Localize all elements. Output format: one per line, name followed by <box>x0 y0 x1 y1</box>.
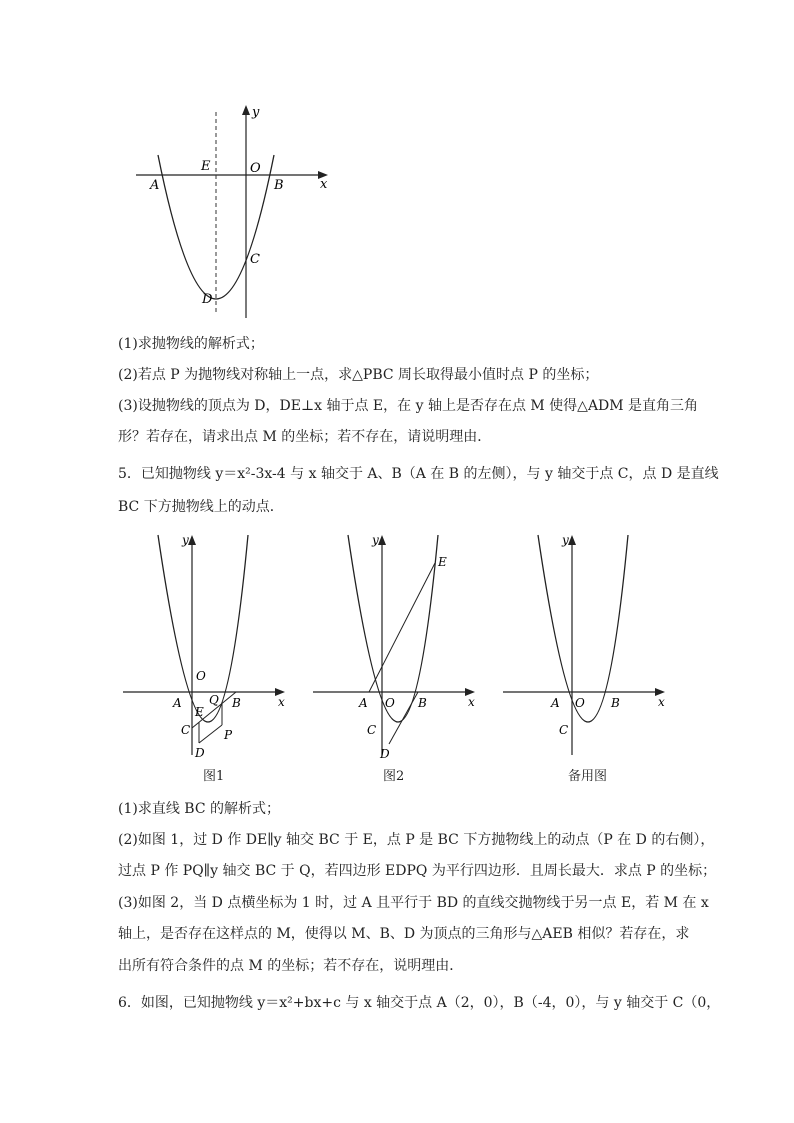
p5-intro-line1: 5．已知抛物线 y＝x²-3x-4 与 x 轴交于 A、B（A 在 B 的左侧），与 y 轴交于点 C，点 D 是直线 <box>118 466 719 482</box>
label-x: x <box>658 695 665 709</box>
label-B: B <box>232 696 241 710</box>
label-B: B <box>274 178 284 193</box>
label-y: y <box>562 533 569 547</box>
figure-2 <box>308 530 483 762</box>
label-x: x <box>320 177 328 192</box>
label-E: E <box>438 555 447 569</box>
label-C: C <box>250 252 260 267</box>
label-B: B <box>418 696 427 710</box>
label-A: A <box>551 696 560 710</box>
label-C: C <box>559 723 569 737</box>
parabola-figure-top <box>128 100 338 325</box>
label-O: O <box>385 696 395 710</box>
p5-q3-line3: 出所有符合条件的点 M 的坐标；若不存在，说明理由． <box>118 958 464 974</box>
label-E: E <box>201 159 211 174</box>
label-A: A <box>359 696 368 710</box>
y-axis-arrow <box>242 105 250 115</box>
figure-2-caption: 图2 <box>383 769 405 784</box>
label-y: y <box>372 533 379 547</box>
label-y: y <box>182 533 189 547</box>
p5-q2-line1: (2)如图 1，过 D 作 DE∥y 轴交 BC 于 E，点 P 是 BC 下方抛物线上的动点（P 在 D 的右侧）， <box>118 832 715 848</box>
p4-q1: (1)求抛物线的解析式； <box>118 336 264 352</box>
p4-q3-line1: (3)设抛物线的顶点为 D，DE⊥x 轴于点 E，在 y 轴上是否存在点 M 使得△ADM 是直角三角 <box>118 398 699 414</box>
y-axis-arrow <box>188 535 196 545</box>
label-A: A <box>173 696 182 710</box>
figure-spare <box>498 530 673 762</box>
label-Q: Q <box>209 693 219 707</box>
figure-1 <box>118 530 293 762</box>
label-O: O <box>575 696 585 710</box>
label-A: A <box>150 178 160 193</box>
label-P: P <box>224 728 233 742</box>
label-O: O <box>250 161 261 176</box>
label-C: C <box>181 723 191 737</box>
label-D: D <box>380 747 390 761</box>
p5-q1: (1)求直线 BC 的解析式； <box>118 801 280 817</box>
y-axis-arrow <box>378 535 386 545</box>
p6-intro: 6．如图，已知抛物线 y＝x²+bx+c 与 x 轴交于点 A（2，0），B（-4，0），与 y 轴交于 C（0， <box>118 995 721 1011</box>
y-axis-arrow <box>568 535 576 545</box>
p5-q2-line2: 过点 P 作 PQ∥y 轴交 BC 于 Q，若四边形 EDPQ 为平行四边形．且周长最大．求点 P 的坐标； <box>118 863 717 879</box>
figure-spare-caption: 备用图 <box>568 769 608 784</box>
p4-q3-line2: 形？若存在，请求出点 M 的坐标；若不存在，请说明理由． <box>118 429 492 445</box>
label-C: C <box>367 723 377 737</box>
p5-q3-line2: 轴上，是否存在这样点的 M，使得以 M、B、D 为顶点的三角形与△AEB 相似？若存在，求 <box>118 926 690 942</box>
p5-q3-line1: (3)如图 2，当 D 点横坐标为 1 时，过 A 且平行于 BD 的直线交抛物线于另一点 E，若 M 在 x <box>118 895 709 911</box>
parabola-curve <box>538 535 628 722</box>
segment-DP <box>199 725 222 743</box>
label-D: D <box>202 292 213 307</box>
label-x: x <box>468 695 475 709</box>
label-y: y <box>252 105 260 120</box>
figure-1-caption: 图1 <box>203 769 225 784</box>
label-B: B <box>611 696 620 710</box>
line-AE <box>369 563 435 692</box>
label-E: E <box>195 705 204 719</box>
p5-intro-line2: BC 下方抛物线上的动点． <box>118 499 284 515</box>
parabola-curve <box>158 535 248 722</box>
p4-q2: (2)若点 P 为抛物线对称轴上一点，求△PBC 周长取得最小值时点 P 的坐标； <box>118 367 599 383</box>
label-O: O <box>196 669 206 683</box>
label-D: D <box>195 746 205 760</box>
parabola-curve <box>348 535 438 722</box>
label-x: x <box>278 695 285 709</box>
